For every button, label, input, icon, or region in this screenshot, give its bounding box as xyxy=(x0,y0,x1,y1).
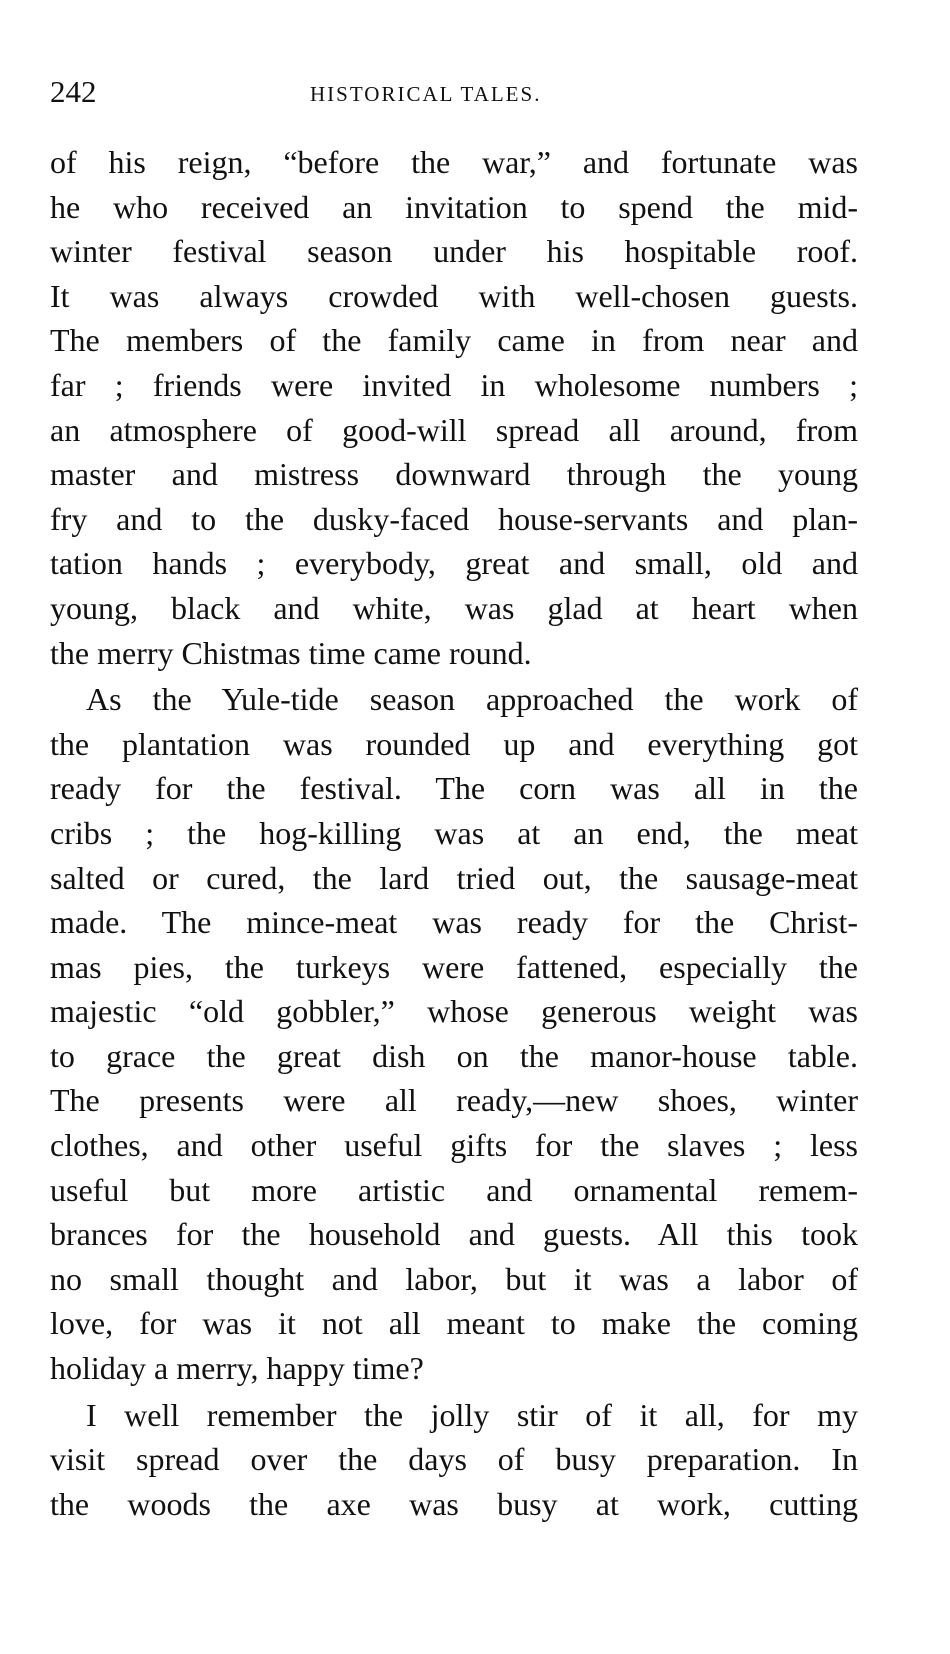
text-line: As the Yule-tide season approached the work of xyxy=(86,681,858,718)
body-text xyxy=(50,140,858,1526)
text-line: tation hands ; everybody, great and small, old and xyxy=(50,545,858,582)
page-header xyxy=(50,72,858,112)
text-line: The presents were all ready,—new shoes, winter xyxy=(50,1082,858,1119)
text-line: master and mistress downward through the young xyxy=(50,456,858,493)
text-line: I well remember the jolly stir of it all, for my xyxy=(86,1396,858,1433)
running-head: HISTORICAL TALES. xyxy=(310,82,542,106)
text-line: clothes, and other useful gifts for the slaves ; less xyxy=(50,1127,858,1164)
text-line: holiday a merry, happy time? xyxy=(50,1350,424,1387)
text-line: visit spread over the days of busy preparation. In xyxy=(50,1441,858,1478)
text-line: ready for the festival. The corn was all in the xyxy=(50,770,858,807)
text-line: love, for was it not all meant to make the coming xyxy=(50,1305,858,1342)
text-line: the plantation was rounded up and everything got xyxy=(50,725,858,762)
paragraph xyxy=(50,140,858,675)
text-line: made. The mince-meat was ready for the Christ- xyxy=(50,904,858,941)
text-line: It was always crowded with well-chosen guests. xyxy=(50,277,858,314)
text-line: cribs ; the hog-killing was at an end, the meat xyxy=(50,814,858,851)
text-line: The members of the family came in from near and xyxy=(50,322,858,359)
text-line: salted or cured, the lard tried out, the sausage-meat xyxy=(50,859,858,896)
text-line: far ; friends were invited in wholesome numbers ; xyxy=(50,366,858,403)
text-line: majestic “old gobbler,” whose generous weight was xyxy=(50,993,858,1030)
page-number: 242 xyxy=(50,74,97,109)
text-line: the woods the axe was busy at work, cutting xyxy=(50,1485,858,1522)
text-line: of his reign, “before the war,” and fortunate was xyxy=(50,144,858,180)
text-line: an atmosphere of good-will spread all around, from xyxy=(50,411,858,448)
text-line: young, black and white, was glad at heart when xyxy=(50,589,858,626)
paragraph xyxy=(50,677,858,1391)
text-line: he who received an invitation to spend the mid- xyxy=(50,188,858,225)
text-line: the merry Chistmas time came round. xyxy=(50,634,532,671)
text-line: mas pies, the turkeys were fattened, especially the xyxy=(50,948,858,985)
text-line: winter festival season under his hospitable roof. xyxy=(50,233,858,270)
text-line: useful but more artistic and ornamental remem- xyxy=(50,1171,858,1208)
text-line: brances for the household and guests. All this took xyxy=(50,1216,858,1253)
paragraph xyxy=(50,1393,858,1527)
text-line: to grace the great dish on the manor-house table. xyxy=(50,1037,858,1074)
text-line: no small thought and labor, but it was a labor of xyxy=(50,1260,858,1297)
text-line: fry and to the dusky-faced house-servants and plan- xyxy=(50,500,858,537)
